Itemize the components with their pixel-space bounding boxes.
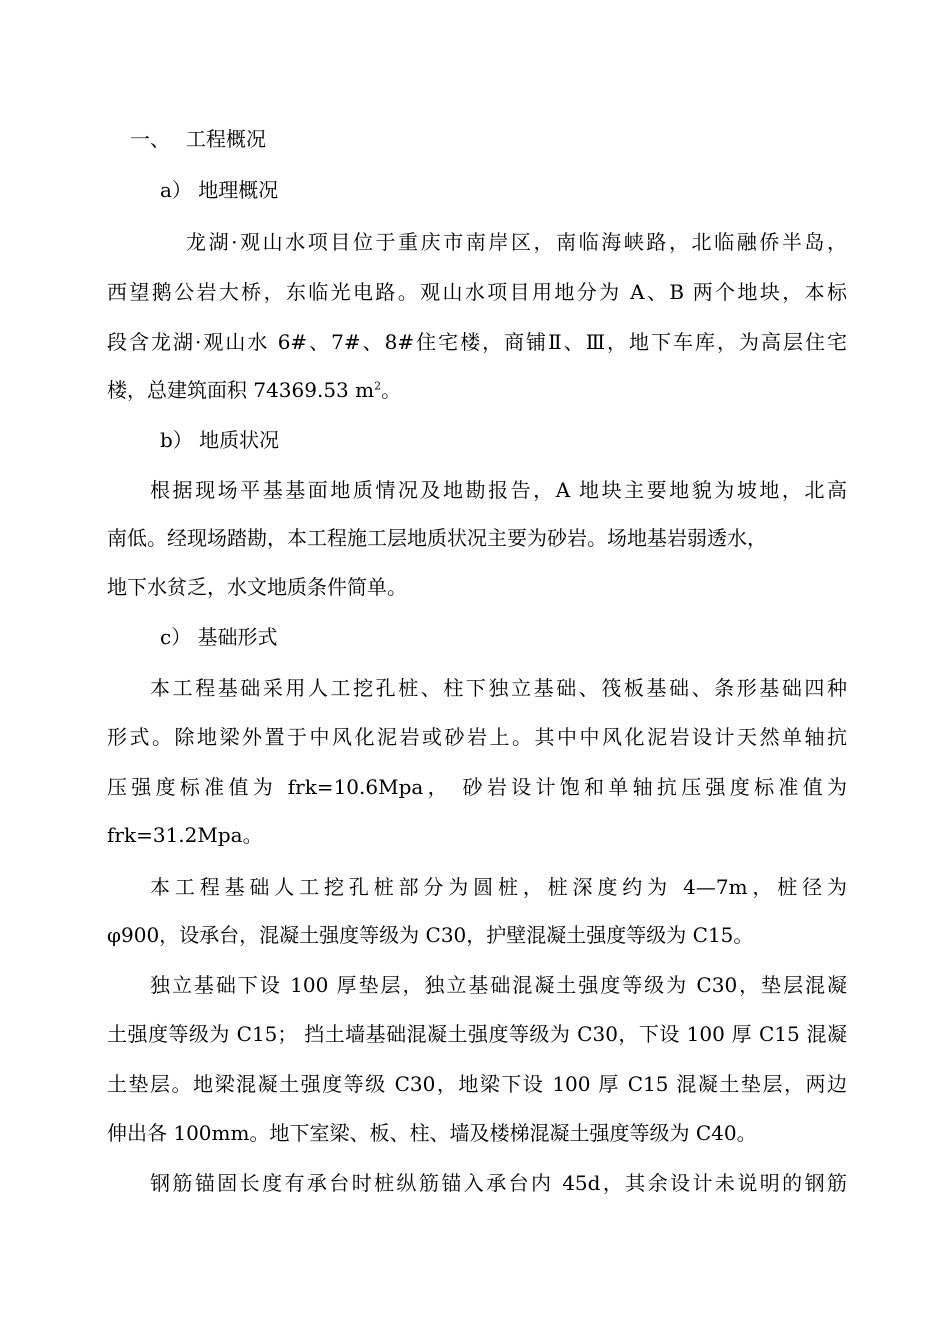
section-number: 一、: [130, 127, 170, 151]
paragraph-line: 根据现场平基基面地质情况及地勘报告，A 地块主要地貌为坡地，北高: [150, 478, 847, 502]
subheading-geography: a） 地理概况: [160, 178, 279, 202]
subheading-foundation: c） 基础形式: [160, 625, 278, 649]
paragraph-line: φ900，设承台，混凝土强度等级为 C30，护壁混凝土强度等级为 C15。: [107, 923, 754, 947]
paragraph-line: 本工程基础采用人工挖孔桩、柱下独立基础、筏板基础、条形基础四种: [150, 676, 847, 700]
paragraph-line: 段含龙湖·观山水 6#、7#、8#住宅楼，商铺Ⅱ、Ⅲ，地下车库，为高层住宅: [107, 330, 847, 354]
paragraph-line: 本工程基础人工挖孔桩部分为圆桩，桩深度约为 4—7m，桩径为: [150, 875, 847, 899]
paragraph-line-area: [107, 377, 847, 403]
paragraph-line: 形式。除地梁外置于中风化泥岩或砂岩上。其中中风化泥岩设计天然单轴抗: [107, 725, 847, 749]
paragraph-line: 西望鹅公岩大桥，东临光电路。观山水项目用地分为 A、B 两个地块，本标: [107, 280, 847, 304]
paragraph-line: 独立基础下设 100 厚垫层，独立基础混凝土强度等级为 C30，垫层混凝: [150, 973, 847, 997]
paragraph-line: 钢筋锚固长度有承台时桩纵筋锚入承台内 45d，其余设计未说明的钢筋: [150, 1171, 847, 1195]
area-unit-superscript: 2: [374, 379, 382, 393]
area-text-end: 。: [381, 378, 402, 402]
paragraph-line: 伸出各 100mm。地下室梁、板、柱、墙及楼梯混凝土强度等级为 C40。: [107, 1121, 757, 1145]
section-title: 工程概况: [186, 127, 266, 151]
paragraph-line: 龙湖·观山水项目位于重庆市南岸区，南临海峡路，北临融侨半岛，: [186, 230, 847, 254]
paragraph-line: 地下水贫乏，水文地质条件简单。: [107, 575, 407, 599]
subheading-geology: b） 地质状况: [160, 428, 280, 452]
paragraph-line: 土强度等级为 C15； 挡土墙基础混凝土强度等级为 C30，下设 100 厚 C15 混凝: [107, 1022, 847, 1046]
paragraph-line: 南低。经现场踏勘，本工程施工层地质状况主要为砂岩。场地基岩弱透水，: [107, 526, 767, 550]
paragraph-line: 压强度标准值为 frk=10.6Mpa， 砂岩设计饱和单轴抗压强度标准值为: [107, 775, 847, 799]
area-text: 楼，总建筑面积 74369.53 m: [107, 378, 375, 402]
section-heading: [130, 126, 870, 152]
paragraph-line: frk=31.2Mpa。: [107, 823, 263, 847]
paragraph-line: 土垫层。地梁混凝土强度等级 C30，地梁下设 100 厚 C15 混凝土垫层，两边: [107, 1072, 847, 1096]
